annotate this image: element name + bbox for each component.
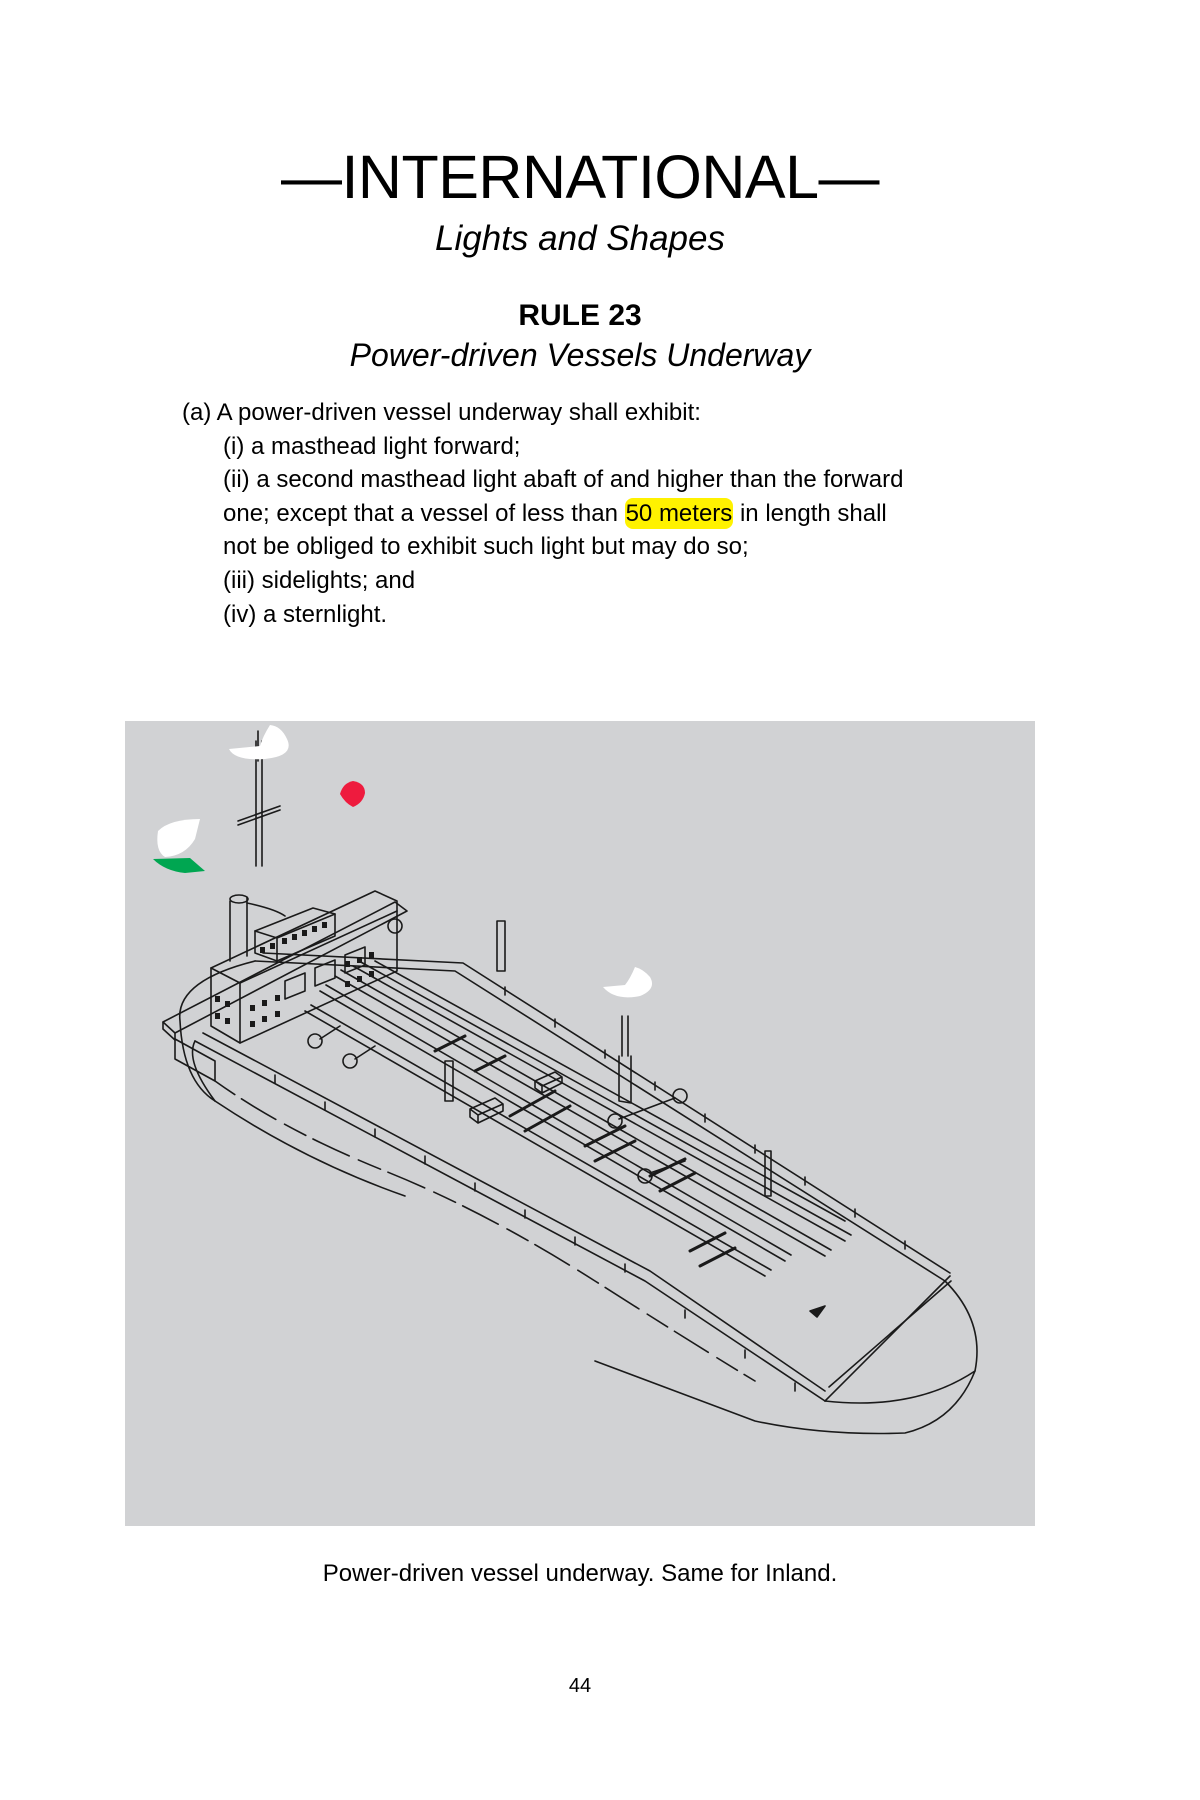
clause-ii-line3: not be obliged to exhibit such light but may do so; bbox=[223, 533, 749, 561]
clause-ii-text: in length shall bbox=[733, 499, 887, 527]
rule-name: Power-driven Vessels Underway bbox=[349, 337, 811, 373]
masthead-light-aft-icon bbox=[229, 725, 289, 759]
vessel-figure bbox=[125, 721, 1035, 1526]
deck-fittings-icon bbox=[435, 1036, 735, 1266]
sternlight-icon bbox=[157, 819, 200, 857]
masthead-light-forward-icon bbox=[603, 967, 652, 997]
clause-iii: (iii) sidelights; and bbox=[223, 566, 416, 594]
page-number: 44 bbox=[568, 1675, 592, 1697]
starboard-sidelight-green-icon bbox=[153, 858, 205, 873]
clause-ii-text: one; except that a vessel of less than bbox=[223, 499, 625, 527]
rule-number: RULE 23 bbox=[518, 299, 642, 332]
hull-icon bbox=[180, 953, 977, 1434]
clause-ii-line2 bbox=[182, 497, 1022, 531]
section-title: —INTERNATIONAL— bbox=[280, 143, 880, 211]
clause-a-intro: (a) A power-driven vessel underway shall exhibit: bbox=[182, 399, 701, 426]
highlighted-text: 50 meters bbox=[625, 499, 733, 527]
deck-pipelines-icon bbox=[305, 961, 851, 1276]
clause-i: (i) a masthead light forward; bbox=[223, 432, 521, 460]
rule-text bbox=[182, 396, 1022, 631]
port-sidelight-red-icon bbox=[340, 781, 365, 807]
tanker-illustration bbox=[125, 721, 1035, 1526]
forward-mast-icon bbox=[619, 1016, 631, 1103]
clause-iv: (iv) a sternlight. bbox=[223, 600, 388, 628]
figure-caption: Power-driven vessel underway. Same for Inland. bbox=[322, 1560, 838, 1587]
clause-ii-line1: (ii) a second masthead light abaft of and higher than the forward bbox=[223, 466, 904, 494]
section-subtitle: Lights and Shapes bbox=[435, 219, 725, 258]
